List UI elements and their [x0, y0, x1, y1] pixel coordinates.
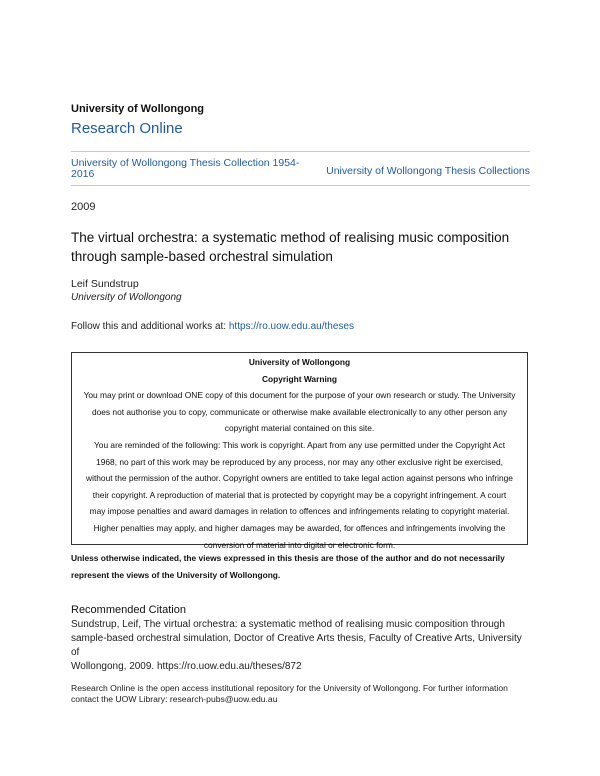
- thesis-author: Leif Sundstrup: [71, 278, 139, 290]
- author-affiliation: University of Wollongong: [71, 292, 182, 303]
- follow-line: [71, 321, 354, 332]
- copyright-line: 1968, no part of this work may be reproduced by any process, nor may any other exclusive right be exercised,: [96, 456, 503, 467]
- copyright-line: You may print or download ONE copy of this document for the purpose of your own research or study. The University: [83, 390, 516, 401]
- disclaimer: [71, 550, 531, 583]
- footer-note: [71, 683, 531, 705]
- copyright-line: You are reminded of the following: This work is copyright. Apart from any use permitted under the Copyright Act: [93, 439, 506, 450]
- research-online-link[interactable]: Research Online: [71, 120, 183, 137]
- follow-text: Follow this and additional works at:: [71, 321, 229, 332]
- copyright-line: may impose penalties and award damages in relation to offences and infringements relating to copyright material.: [89, 506, 510, 517]
- copyright-line: their copyright. A reproduction of material that is protected by copyright may be a copyright infringement. A court: [92, 489, 507, 500]
- copyright-subheading: Copyright Warning: [261, 373, 338, 384]
- copyright-warning-box: [71, 352, 528, 550]
- disclaimer-line: Unless otherwise indicated, the views expressed in this thesis are those of the author and do not necessarily: [71, 553, 505, 563]
- copyright-line: Higher penalties may apply, and higher damages may be awarded, for offences and infringements involving the: [93, 522, 506, 533]
- citation-line: sample-based orchestral simulation, Doctor of Creative Arts thesis, Faculty of Creative Arts, University of: [71, 633, 522, 658]
- copyright-line: without the permission of the author. Copyright owners are entitled to take legal action against persons who infringe: [86, 473, 513, 484]
- copyright-heading: University of Wollongong: [248, 357, 351, 367]
- citation-body: [71, 618, 531, 674]
- footer-line: contact the UOW Library: research-pubs@uow.edu.au: [71, 694, 278, 704]
- copyright-line: conversion of material into digital or electronic form.: [203, 539, 396, 550]
- theses-link[interactable]: https://ro.uow.edu.au/theses: [228, 321, 354, 332]
- thesis-year: 2009: [71, 201, 96, 213]
- collection-link-right[interactable]: University of Wollongong Thesis Collections: [326, 165, 530, 177]
- copyright-line: copyright material contained on this site.: [224, 423, 375, 434]
- citation-line: Sundstrup, Leif, The virtual orchestra: a systematic method of realising music composition through: [71, 619, 505, 630]
- divider-bottom: [71, 185, 530, 186]
- collection-link-left[interactable]: University of Wollongong Thesis Collection 1954-2016: [71, 157, 300, 180]
- institution-name: University of Wollongong: [71, 103, 205, 115]
- thesis-title: The virtual orchestra: a systematic method of realising music composition through sample-based orchestral simulation: [71, 230, 510, 264]
- footer-line: Research Online is the open access institutional repository for the University of Wollongong. For further information: [71, 683, 508, 693]
- citation-heading: Recommended Citation: [71, 604, 186, 616]
- disclaimer-line: represent the views of the University of Wollongong.: [71, 569, 281, 580]
- copyright-line: does not authorise you to copy, communicate or otherwise make available electronically to any other person any: [91, 406, 508, 417]
- divider-top: [71, 151, 530, 152]
- citation-line: Wollongong, 2009. https://ro.uow.edu.au/theses/872: [71, 661, 302, 672]
